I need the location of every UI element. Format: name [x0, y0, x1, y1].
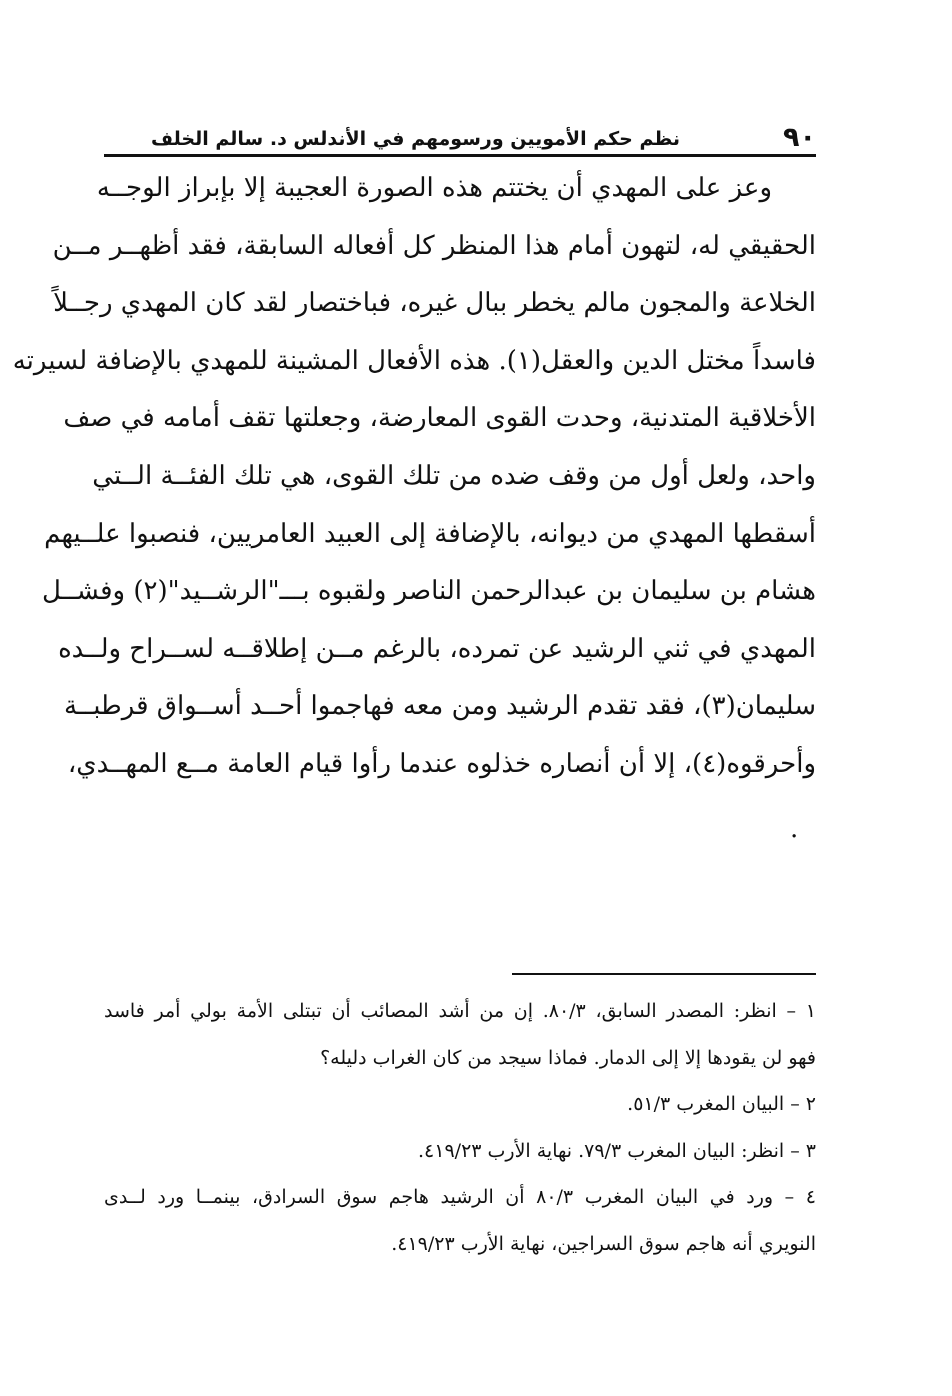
footnote-line: ٤ – ورد في البيان المغرب ٨٠/٣ أن الرشيد هاجم سوق السرادق، بينمــا ورد لــدى: [104, 1186, 816, 1209]
page-header: [104, 116, 816, 154]
body-line: الأخلاقية المتدنية، وحدت القوى المعارضة، وجعلتها تقف أمامه في صف: [63, 403, 816, 434]
page-number: ٩٠: [783, 122, 816, 153]
body-line: الخلاعة والمجون مالم يخطر ببال غيره، فباختصار لقد كان المهدي رجــلاً: [53, 288, 816, 319]
body-line: واحد، ولعل أول من وقف ضده من تلك القوى، هي تلك الفئــة الــتي: [92, 460, 816, 491]
footnote-line: فهو لن يقودها إلا إلى الدمار. فماذا سيجد من كان الغراب دليله؟: [320, 1046, 816, 1069]
body-line: سليمان(٣)، فقد تقدم الرشيد ومن معه فهاجموا أحــد أســواق قرطبــة: [64, 691, 816, 722]
footnote-separator: [512, 973, 816, 975]
footnote-line: ١ – انظر: المصدر السابق، ٨٠/٣. إن من أشد المصائب أن تبتلى الأمة بولي أمر فاسد: [104, 1000, 816, 1022]
footnote-line: ٢ – البيان المغرب ٥١/٣.: [627, 1093, 816, 1116]
body-line: وأحرقوه(٤)، إلا أن أنصاره خذلوه عندما رأوا قيام العامة مــع المهــدي،: [67, 748, 816, 779]
body-text: [12, 170, 816, 804]
running-title: نظم حكم الأمويين ورسومهم في الأندلس د. سالم الخلف: [151, 128, 680, 150]
body-line: فاسداً مختل الدين والعقل(١). هذه الأفعال المشينة للمهدي بالإضافة لسيرته: [12, 345, 816, 376]
body-line: أسقطها المهدي من ديوانه، بالإضافة إلى العبيد العامريين، فنصبوا علــيهم: [44, 518, 816, 549]
end-mark: .: [790, 814, 799, 844]
body-line: هشام بن سليمان بن عبدالرحمن الناصر ولقبوه بـــ"الرشــيد"(٢) وفشــل: [41, 576, 816, 607]
footnote-line: ٣ – انظر: البيان المغرب ٧٩/٣. نهاية الأرب ٤١٩/٢٣.: [418, 1139, 816, 1162]
body-line: الحقيقي له، لتهون أمام هذا المنظر كل أفعاله السابقة، فقد أظهــر مــن: [52, 230, 816, 261]
header-rule: [104, 154, 816, 157]
body-line: وعز على المهدي أن يختتم هذه الصورة العجيبة إلا بإبراز الوجــه: [96, 173, 772, 203]
body-line: المهدي في ثني الرشيد عن تمرده، بالرغم مــن إطلاقــه لســراح ولــده: [58, 633, 816, 664]
footnote-line: النويري أنه هاجم سوق السراجين، نهاية الأرب ٤١٩/٢٣.: [391, 1232, 816, 1255]
footnotes: [104, 996, 816, 1276]
